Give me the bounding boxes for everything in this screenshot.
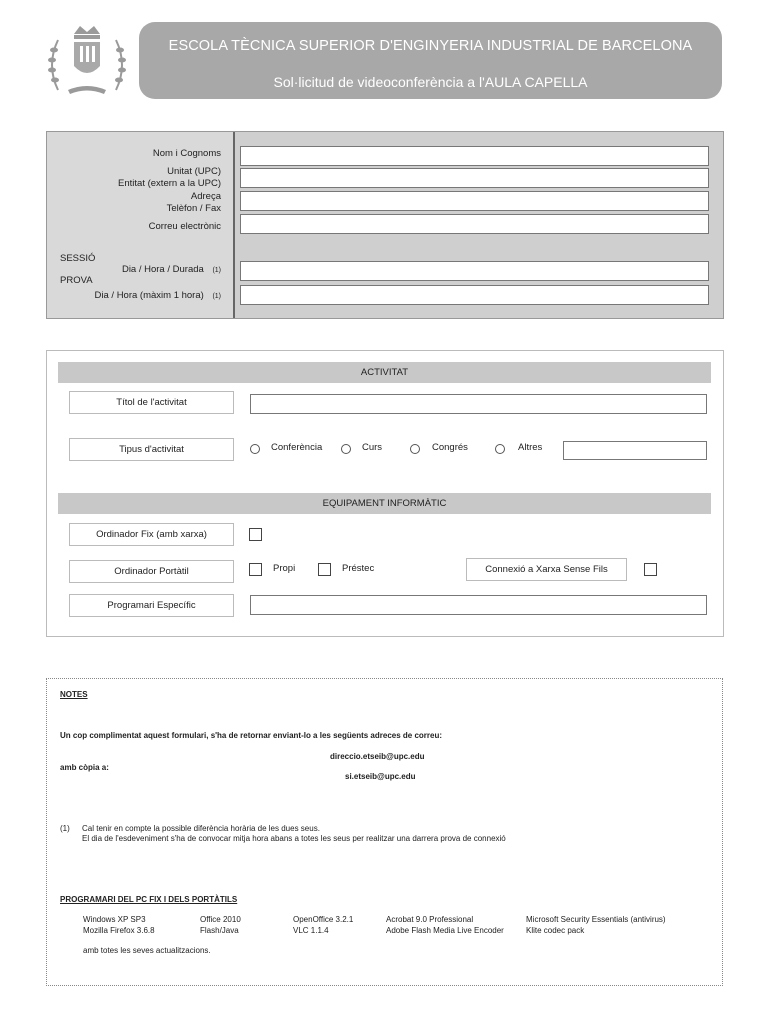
email-label: Correu electrònic [148, 221, 221, 232]
test-field[interactable] [240, 285, 709, 305]
option-other-label: Altres [518, 442, 543, 453]
radio-congress[interactable] [410, 444, 420, 454]
email-field[interactable] [240, 214, 709, 234]
session-footnote-ref: (1) [212, 267, 221, 274]
test-footnote-ref: (1) [212, 293, 221, 300]
test-sub-text: Dia / Hora (màxim 1 hora) [94, 290, 204, 301]
footnote-number: (1) [60, 824, 70, 833]
option-conference-label: Conferència [271, 442, 323, 453]
software-item: Microsoft Security Essentials (antivirus) [526, 915, 666, 924]
fixed-pc-checkbox[interactable] [249, 528, 262, 541]
unit-label: Unitat (UPC) [167, 166, 221, 177]
software-item: OpenOffice 3.2.1 [293, 915, 354, 924]
laptop-loan-label: Préstec [342, 563, 375, 574]
address-phone-field[interactable] [240, 191, 709, 211]
laptop-own-label: Propi [273, 563, 296, 574]
laptop-label: Ordinador Portàtil [69, 560, 234, 583]
session-sub-text: Dia / Hora / Durada [121, 264, 204, 275]
updates-note: amb totes les seves actualitzacions. [83, 946, 211, 955]
test-label: PROVA [60, 275, 93, 286]
radio-conference[interactable] [250, 444, 260, 454]
software-item: Adobe Flash Media Live Encoder [386, 926, 504, 935]
address-label: Adreça [190, 191, 221, 202]
activity-title-input[interactable] [250, 394, 707, 414]
footnote-line-1: Cal tenir en compte la possible diferència horària de les dues seus. [82, 824, 320, 833]
software-item: Windows XP SP3 [83, 915, 146, 924]
wifi-checkbox[interactable] [644, 563, 657, 576]
software-item: Office 2010 [200, 915, 241, 924]
notes-section [46, 678, 723, 986]
other-activity-input[interactable] [563, 441, 707, 460]
laptop-loan-checkbox[interactable] [318, 563, 331, 576]
session-sub-label [122, 264, 221, 275]
wifi-label: Connexió a Xarxa Sense Fils [466, 558, 627, 581]
personal-labels-panel [47, 132, 233, 318]
radio-other[interactable] [495, 444, 505, 454]
form-title: Sol·licitud de videoconferència a l'AULA CAPELLA [273, 74, 588, 90]
entity-label: Entitat (extern a la UPC) [118, 178, 221, 189]
option-congress-label: Congrés [432, 442, 468, 453]
activity-section [46, 350, 724, 637]
radio-course[interactable] [341, 444, 351, 454]
software-label: Programari Específic [69, 594, 234, 617]
software-list-title: PROGRAMARI DEL PC FIX I DELS PORTÀTILS [60, 895, 238, 904]
notes-title: NOTES [60, 690, 88, 699]
software-item: Klite codec pack [526, 926, 585, 935]
software-item: Flash/Java [200, 926, 239, 935]
activity-title-label: Títol de l'activitat [69, 391, 234, 414]
option-course-label: Curs [362, 442, 383, 453]
unit-entity-field[interactable] [240, 168, 709, 188]
software-item: Mozilla Firefox 3.6.8 [83, 926, 155, 935]
phone-label: Telèfon / Fax [166, 203, 221, 214]
footnote-line-2: El dia de l'esdeveniment s'ha de convocar mitja hora abans a totes les seus per realitzar una darrera prova de connexió [82, 834, 506, 843]
software-item: VLC 1.1.4 [293, 926, 329, 935]
copy-label: amb còpia a: [60, 763, 109, 772]
software-item: Acrobat 9.0 Professional [386, 915, 474, 924]
email-copy: si.etseib@upc.edu [345, 772, 416, 781]
test-sub-label [95, 290, 221, 301]
notes-instruction: Un cop complimentat aquest formulari, s'ha de retornar enviant-lo a les següents adreces de correu: [60, 731, 443, 740]
session-label: SESSIÓ [60, 253, 96, 264]
name-label: Nom i Cognoms [152, 148, 221, 159]
school-name: ESCOLA TÈCNICA SUPERIOR D'ENGINYERIA INDUSTRIAL DE BARCELONA [168, 38, 693, 54]
header-banner [139, 22, 722, 99]
personal-info-section [46, 131, 724, 319]
personal-fields-panel [233, 132, 723, 318]
activity-type-label: Tipus d'activitat [69, 438, 234, 461]
equipment-heading: EQUIPAMENT INFORMÀTIC [58, 493, 711, 514]
session-field[interactable] [240, 261, 709, 281]
email-primary: direccio.etseib@upc.edu [330, 752, 425, 761]
laptop-own-checkbox[interactable] [249, 563, 262, 576]
activity-heading: ACTIVITAT [58, 362, 711, 383]
name-field[interactable] [240, 146, 709, 166]
fixed-pc-label: Ordinador Fix (amb xarxa) [69, 523, 234, 546]
school-crest-icon [44, 20, 130, 100]
software-input[interactable] [250, 595, 707, 615]
